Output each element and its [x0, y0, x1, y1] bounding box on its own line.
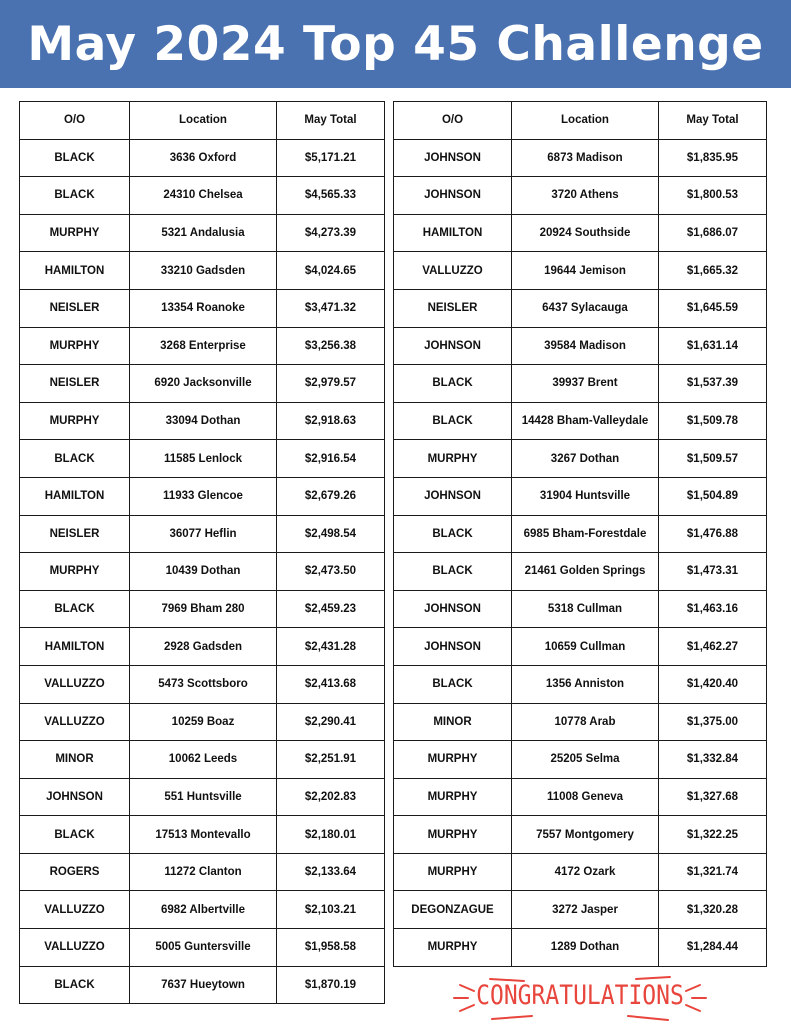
total-cell: $1,321.74 [659, 853, 767, 891]
total-cell: $2,202.83 [277, 778, 385, 816]
location-column-header: Location [130, 102, 277, 140]
total-cell: $1,800.53 [659, 177, 767, 215]
table-row [394, 891, 767, 929]
table-row [394, 177, 767, 215]
location-cell: 4172 Ozark [512, 853, 659, 891]
table-row [20, 703, 385, 741]
owner-cell: JOHNSON [394, 177, 512, 215]
table-header-row [20, 102, 385, 140]
location-cell: 2928 Gadsden [130, 628, 277, 666]
location-cell: 6437 Sylacauga [512, 289, 659, 327]
total-cell: $1,631.14 [659, 327, 767, 365]
table-row [394, 816, 767, 854]
total-cell: $1,686.07 [659, 214, 767, 252]
location-cell: 6982 Albertville [130, 891, 277, 929]
owner-cell: MINOR [20, 741, 130, 779]
total-cell: $1,463.16 [659, 590, 767, 628]
owner-cell: BLACK [394, 553, 512, 591]
location-cell: 3267 Dothan [512, 440, 659, 478]
location-cell: 39584 Madison [512, 327, 659, 365]
location-cell: 5318 Cullman [512, 590, 659, 628]
location-cell: 7557 Montgomery [512, 816, 659, 854]
owner-cell: NEISLER [20, 289, 130, 327]
location-cell: 3636 Oxford [130, 139, 277, 177]
total-cell: $2,251.91 [277, 741, 385, 779]
owner-cell: VALLUZZO [20, 891, 130, 929]
location-cell: 31904 Huntsville [512, 477, 659, 515]
table-header-row [394, 102, 767, 140]
table-row [20, 327, 385, 365]
table-row [20, 816, 385, 854]
location-cell: 3720 Athens [512, 177, 659, 215]
total-cell: $2,498.54 [277, 515, 385, 553]
total-cell: $4,273.39 [277, 214, 385, 252]
table-row [394, 402, 767, 440]
table-row [394, 327, 767, 365]
owner-cell: JOHNSON [20, 778, 130, 816]
table-row [394, 139, 767, 177]
total-cell: $1,665.32 [659, 252, 767, 290]
total-cell: $1,284.44 [659, 929, 767, 967]
owner-cell: BLACK [20, 966, 130, 1004]
table-row [20, 891, 385, 929]
table-row [20, 252, 385, 290]
total-cell: $1,332.84 [659, 741, 767, 779]
table-row [20, 628, 385, 666]
table-row [20, 402, 385, 440]
table-row [20, 477, 385, 515]
owner-cell: VALLUZZO [20, 665, 130, 703]
owner-cell: BLACK [20, 139, 130, 177]
table-row [394, 365, 767, 403]
owner-cell: VALLUZZO [20, 929, 130, 967]
total-cell: $1,509.57 [659, 440, 767, 478]
owner-cell: VALLUZZO [20, 703, 130, 741]
total-cell: $2,103.21 [277, 891, 385, 929]
table-row [20, 289, 385, 327]
owner-cell: MURPHY [20, 327, 130, 365]
total-cell: $2,473.50 [277, 553, 385, 591]
page-title: May 2024 Top 45 Challenge [27, 16, 764, 72]
location-cell: 39937 Brent [512, 365, 659, 403]
owner-cell: NEISLER [394, 289, 512, 327]
owner-cell: MINOR [394, 703, 512, 741]
total-cell: $5,171.21 [277, 139, 385, 177]
right-leaderboard-table [393, 101, 767, 967]
location-cell: 5005 Guntersville [130, 929, 277, 967]
table-row [394, 665, 767, 703]
location-cell: 19644 Jemison [512, 252, 659, 290]
owner-cell: MURPHY [394, 929, 512, 967]
owner-cell: ROGERS [20, 853, 130, 891]
location-cell: 1356 Anniston [512, 665, 659, 703]
table-row [394, 628, 767, 666]
owner-cell: JOHNSON [394, 139, 512, 177]
location-cell: 11272 Clanton [130, 853, 277, 891]
title-banner [0, 0, 791, 88]
total-cell: $2,180.01 [277, 816, 385, 854]
table-row [394, 553, 767, 591]
owner-cell: BLACK [394, 665, 512, 703]
owner-cell: JOHNSON [394, 477, 512, 515]
total-cell: $1,375.00 [659, 703, 767, 741]
table-row [20, 590, 385, 628]
oo-column-header: O/O [394, 102, 512, 140]
location-cell: 10259 Boaz [130, 703, 277, 741]
total-cell: $3,471.32 [277, 289, 385, 327]
total-cell: $3,256.38 [277, 327, 385, 365]
table-row [20, 553, 385, 591]
table-row [20, 365, 385, 403]
owner-cell: MURPHY [394, 778, 512, 816]
table-row [394, 929, 767, 967]
owner-cell: VALLUZZO [394, 252, 512, 290]
total-cell: $1,420.40 [659, 665, 767, 703]
total-cell: $2,916.54 [277, 440, 385, 478]
location-cell: 33210 Gadsden [130, 252, 277, 290]
table-row [20, 665, 385, 703]
location-cell: 36077 Heflin [130, 515, 277, 553]
location-cell: 1289 Dothan [512, 929, 659, 967]
total-cell: $2,290.41 [277, 703, 385, 741]
table-row [20, 515, 385, 553]
owner-cell: BLACK [20, 177, 130, 215]
location-cell: 14428 Bham-Valleydale [512, 402, 659, 440]
owner-cell: MURPHY [20, 402, 130, 440]
table-row [394, 515, 767, 553]
table-row [394, 477, 767, 515]
owner-cell: NEISLER [20, 365, 130, 403]
location-cell: 10062 Leeds [130, 741, 277, 779]
table-row [20, 440, 385, 478]
location-cell: 10659 Cullman [512, 628, 659, 666]
total-cell: $1,462.27 [659, 628, 767, 666]
owner-cell: HAMILTON [20, 477, 130, 515]
location-cell: 11008 Geneva [512, 778, 659, 816]
total-cell: $1,835.95 [659, 139, 767, 177]
owner-cell: MURPHY [394, 741, 512, 779]
owner-cell: MURPHY [394, 816, 512, 854]
total-column-header: May Total [659, 102, 767, 140]
owner-cell: HAMILTON [394, 214, 512, 252]
total-cell: $1,509.78 [659, 402, 767, 440]
location-cell: 3272 Jasper [512, 891, 659, 929]
total-cell: $1,327.68 [659, 778, 767, 816]
owner-cell: MURPHY [394, 853, 512, 891]
location-cell: 5473 Scottsboro [130, 665, 277, 703]
owner-cell: BLACK [394, 365, 512, 403]
owner-cell: BLACK [20, 590, 130, 628]
owner-cell: BLACK [20, 440, 130, 478]
table-row [394, 440, 767, 478]
table-row [20, 778, 385, 816]
table-row [394, 778, 767, 816]
oo-column-header: O/O [20, 102, 130, 140]
total-cell: $2,133.64 [277, 853, 385, 891]
location-cell: 10778 Arab [512, 703, 659, 741]
congratulations-text: CONGRATULATIONS [476, 981, 684, 1011]
total-cell: $4,024.65 [277, 252, 385, 290]
total-cell: $1,504.89 [659, 477, 767, 515]
owner-cell: HAMILTON [20, 628, 130, 666]
table-row [394, 853, 767, 891]
location-cell: 20924 Southside [512, 214, 659, 252]
table-row [20, 929, 385, 967]
table-row [394, 252, 767, 290]
owner-cell: JOHNSON [394, 628, 512, 666]
total-cell: $1,645.59 [659, 289, 767, 327]
total-cell: $2,918.63 [277, 402, 385, 440]
table-row [20, 853, 385, 891]
total-column-header: May Total [277, 102, 385, 140]
owner-cell: MURPHY [20, 553, 130, 591]
table-row [20, 177, 385, 215]
total-cell: $1,537.39 [659, 365, 767, 403]
location-cell: 17513 Montevallo [130, 816, 277, 854]
location-cell: 6985 Bham-Forestdale [512, 515, 659, 553]
table-row [20, 139, 385, 177]
owner-cell: NEISLER [20, 515, 130, 553]
location-cell: 6920 Jacksonville [130, 365, 277, 403]
location-cell: 11585 Lenlock [130, 440, 277, 478]
location-cell: 13354 Roanoke [130, 289, 277, 327]
owner-cell: DEGONZAGUE [394, 891, 512, 929]
location-cell: 7637 Hueytown [130, 966, 277, 1004]
owner-cell: MURPHY [394, 440, 512, 478]
total-cell: $1,870.19 [277, 966, 385, 1004]
owner-cell: BLACK [20, 816, 130, 854]
owner-cell: JOHNSON [394, 590, 512, 628]
total-cell: $1,473.31 [659, 553, 767, 591]
table-row [20, 741, 385, 779]
owner-cell: BLACK [394, 515, 512, 553]
table-row [394, 741, 767, 779]
table-row [394, 289, 767, 327]
total-cell: $1,320.28 [659, 891, 767, 929]
total-cell: $2,979.57 [277, 365, 385, 403]
location-cell: 25205 Selma [512, 741, 659, 779]
table-row [394, 214, 767, 252]
congratulations-banner [452, 975, 708, 1023]
total-cell: $2,431.28 [277, 628, 385, 666]
total-cell: $2,413.68 [277, 665, 385, 703]
table-row [394, 703, 767, 741]
total-cell: $1,322.25 [659, 816, 767, 854]
location-cell: 5321 Andalusia [130, 214, 277, 252]
location-cell: 11933 Glencoe [130, 477, 277, 515]
location-cell: 21461 Golden Springs [512, 553, 659, 591]
table-row [20, 966, 385, 1004]
location-cell: 6873 Madison [512, 139, 659, 177]
total-cell: $1,958.58 [277, 929, 385, 967]
total-cell: $1,476.88 [659, 515, 767, 553]
owner-cell: JOHNSON [394, 327, 512, 365]
location-cell: 10439 Dothan [130, 553, 277, 591]
table-row [394, 590, 767, 628]
total-cell: $2,679.26 [277, 477, 385, 515]
location-cell: 7969 Bham 280 [130, 590, 277, 628]
total-cell: $2,459.23 [277, 590, 385, 628]
left-leaderboard-table [19, 101, 385, 1004]
location-cell: 33094 Dothan [130, 402, 277, 440]
location-cell: 551 Huntsville [130, 778, 277, 816]
table-row [20, 214, 385, 252]
location-column-header: Location [512, 102, 659, 140]
owner-cell: BLACK [394, 402, 512, 440]
total-cell: $4,565.33 [277, 177, 385, 215]
owner-cell: MURPHY [20, 214, 130, 252]
location-cell: 24310 Chelsea [130, 177, 277, 215]
owner-cell: HAMILTON [20, 252, 130, 290]
location-cell: 3268 Enterprise [130, 327, 277, 365]
